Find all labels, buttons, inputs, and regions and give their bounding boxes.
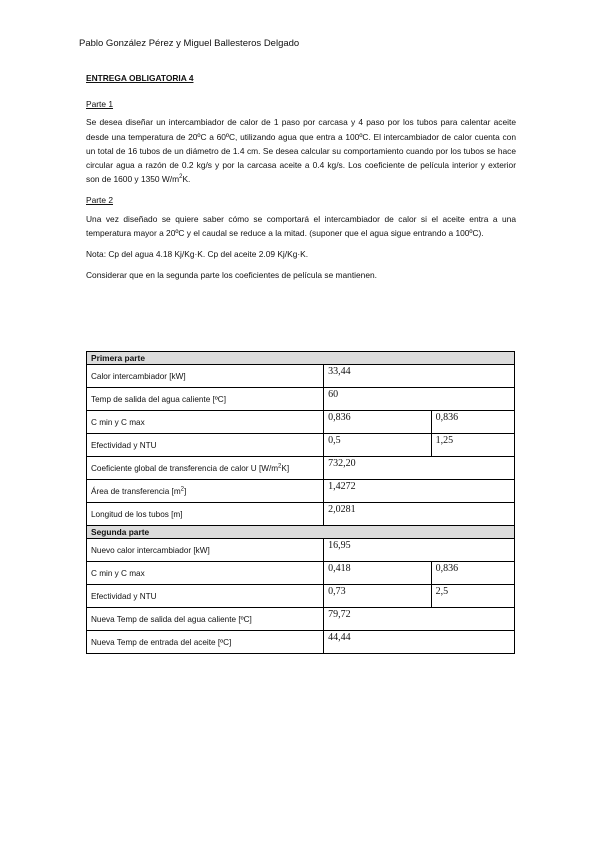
row-label: Efectividad y NTU [87, 434, 324, 457]
row-value: 33,44 [324, 365, 515, 388]
table-row [87, 388, 515, 411]
document-body [86, 71, 516, 282]
section-row-segunda [87, 526, 515, 539]
row-label: Nueva Temp de salida del agua caliente [ºC] [87, 608, 324, 631]
row-value: 0,418 [324, 562, 432, 585]
row-value: 79,72 [324, 608, 515, 631]
document-title: ENTREGA OBLIGATORIA 4 [86, 73, 194, 83]
row-label: Calor intercambiador [kW] [87, 365, 324, 388]
table-row [87, 411, 515, 434]
table-row [87, 539, 515, 562]
section-row-primera [87, 352, 515, 365]
part1-text: Se desea diseñar un intercambiador de calor de 1 paso por carcasa y 4 paso por los tubos para calentar aceite desde una temperatura de 20ºC a 60ºC, utilizando agua que entra a 100ºC. El intercambiador de calor cuenta con un total de 16 tubos de un diámetro de 1.4 cm. Se desea calcular su comportamiento cuando por los tubos se hace circular agua a razón de 0.2 kg/s y por la carcasa aceite a 0.4 kg/s. Los coeficiente de película interior y exterior son de 1600 y 1350 [86, 117, 516, 185]
table-row [87, 434, 515, 457]
row-value: 16,95 [324, 539, 515, 562]
table-row [87, 457, 515, 480]
row-label: Efectividad y NTU [87, 585, 324, 608]
results-table [86, 351, 515, 654]
row-label: Longitud de los tubos [m] [87, 503, 324, 526]
table-row [87, 631, 515, 654]
row-value: 732,20 [324, 457, 515, 480]
table-row [87, 608, 515, 631]
table-row [87, 503, 515, 526]
table-row [87, 562, 515, 585]
table-row [87, 365, 515, 388]
row-label: Temp de salida del agua caliente [ºC] [87, 388, 324, 411]
row-label: C min y C max [87, 562, 324, 585]
row-value-2: 0,836 [431, 562, 514, 585]
table-row [87, 585, 515, 608]
section-title: Segunda parte [87, 526, 515, 539]
row-label: Coeficiente global de transferencia de calor U $[W/m^2K]$ [87, 457, 324, 480]
consider-note: Considerar que en la segunda parte los coeficientes de película se mantienen. [86, 270, 377, 281]
row-label: C min y C max [87, 411, 324, 434]
row-label: Nuevo calor intercambiador [kW] [87, 539, 324, 562]
author-line: Pablo González Pérez y Miguel Ballesteros Delgado [79, 38, 300, 49]
section-title: Primera parte [87, 352, 515, 365]
part1-unit-suffix: K. [182, 174, 191, 185]
part2-paragraph: Una vez diseñado se quiere saber cómo se comportará el intercambiador de calor si el aceite entra a una temperatura mayor a 20ºC y el caudal se reduce a la mitad. (suponer que el agua sigue entrando a 100ºC). [86, 213, 516, 238]
row-value-2: 2,5 [431, 585, 514, 608]
row-value-2: 1,25 [431, 434, 514, 457]
row-value: 0,836 [324, 411, 432, 434]
part1-heading: Parte 1 [86, 99, 114, 110]
row-value-2: 0,836 [431, 411, 514, 434]
row-value: 0,73 [324, 585, 432, 608]
row-value: 2,0281 [324, 503, 515, 526]
table-row [87, 480, 515, 503]
part2-heading: Parte 2 [86, 195, 114, 206]
part1-paragraph [86, 115, 516, 186]
row-label: Nueva Temp de entrada del aceite [ºC] [87, 631, 324, 654]
part1-unit-sup: 2 [179, 174, 183, 181]
row-value: 0,5 [324, 434, 432, 457]
row-label: Área de transferencia $[m^2]$ [87, 480, 324, 503]
part1-unit-prefix: W/m [161, 174, 180, 185]
row-value: 60 [324, 388, 515, 411]
row-value: 44,44 [324, 631, 515, 654]
row-value: 1,4272 [324, 480, 515, 503]
cp-note: Nota: Cp del agua 4.18 Kj/Kg·K. Cp del aceite 2.09 Kj/Kg·K. [86, 249, 309, 260]
